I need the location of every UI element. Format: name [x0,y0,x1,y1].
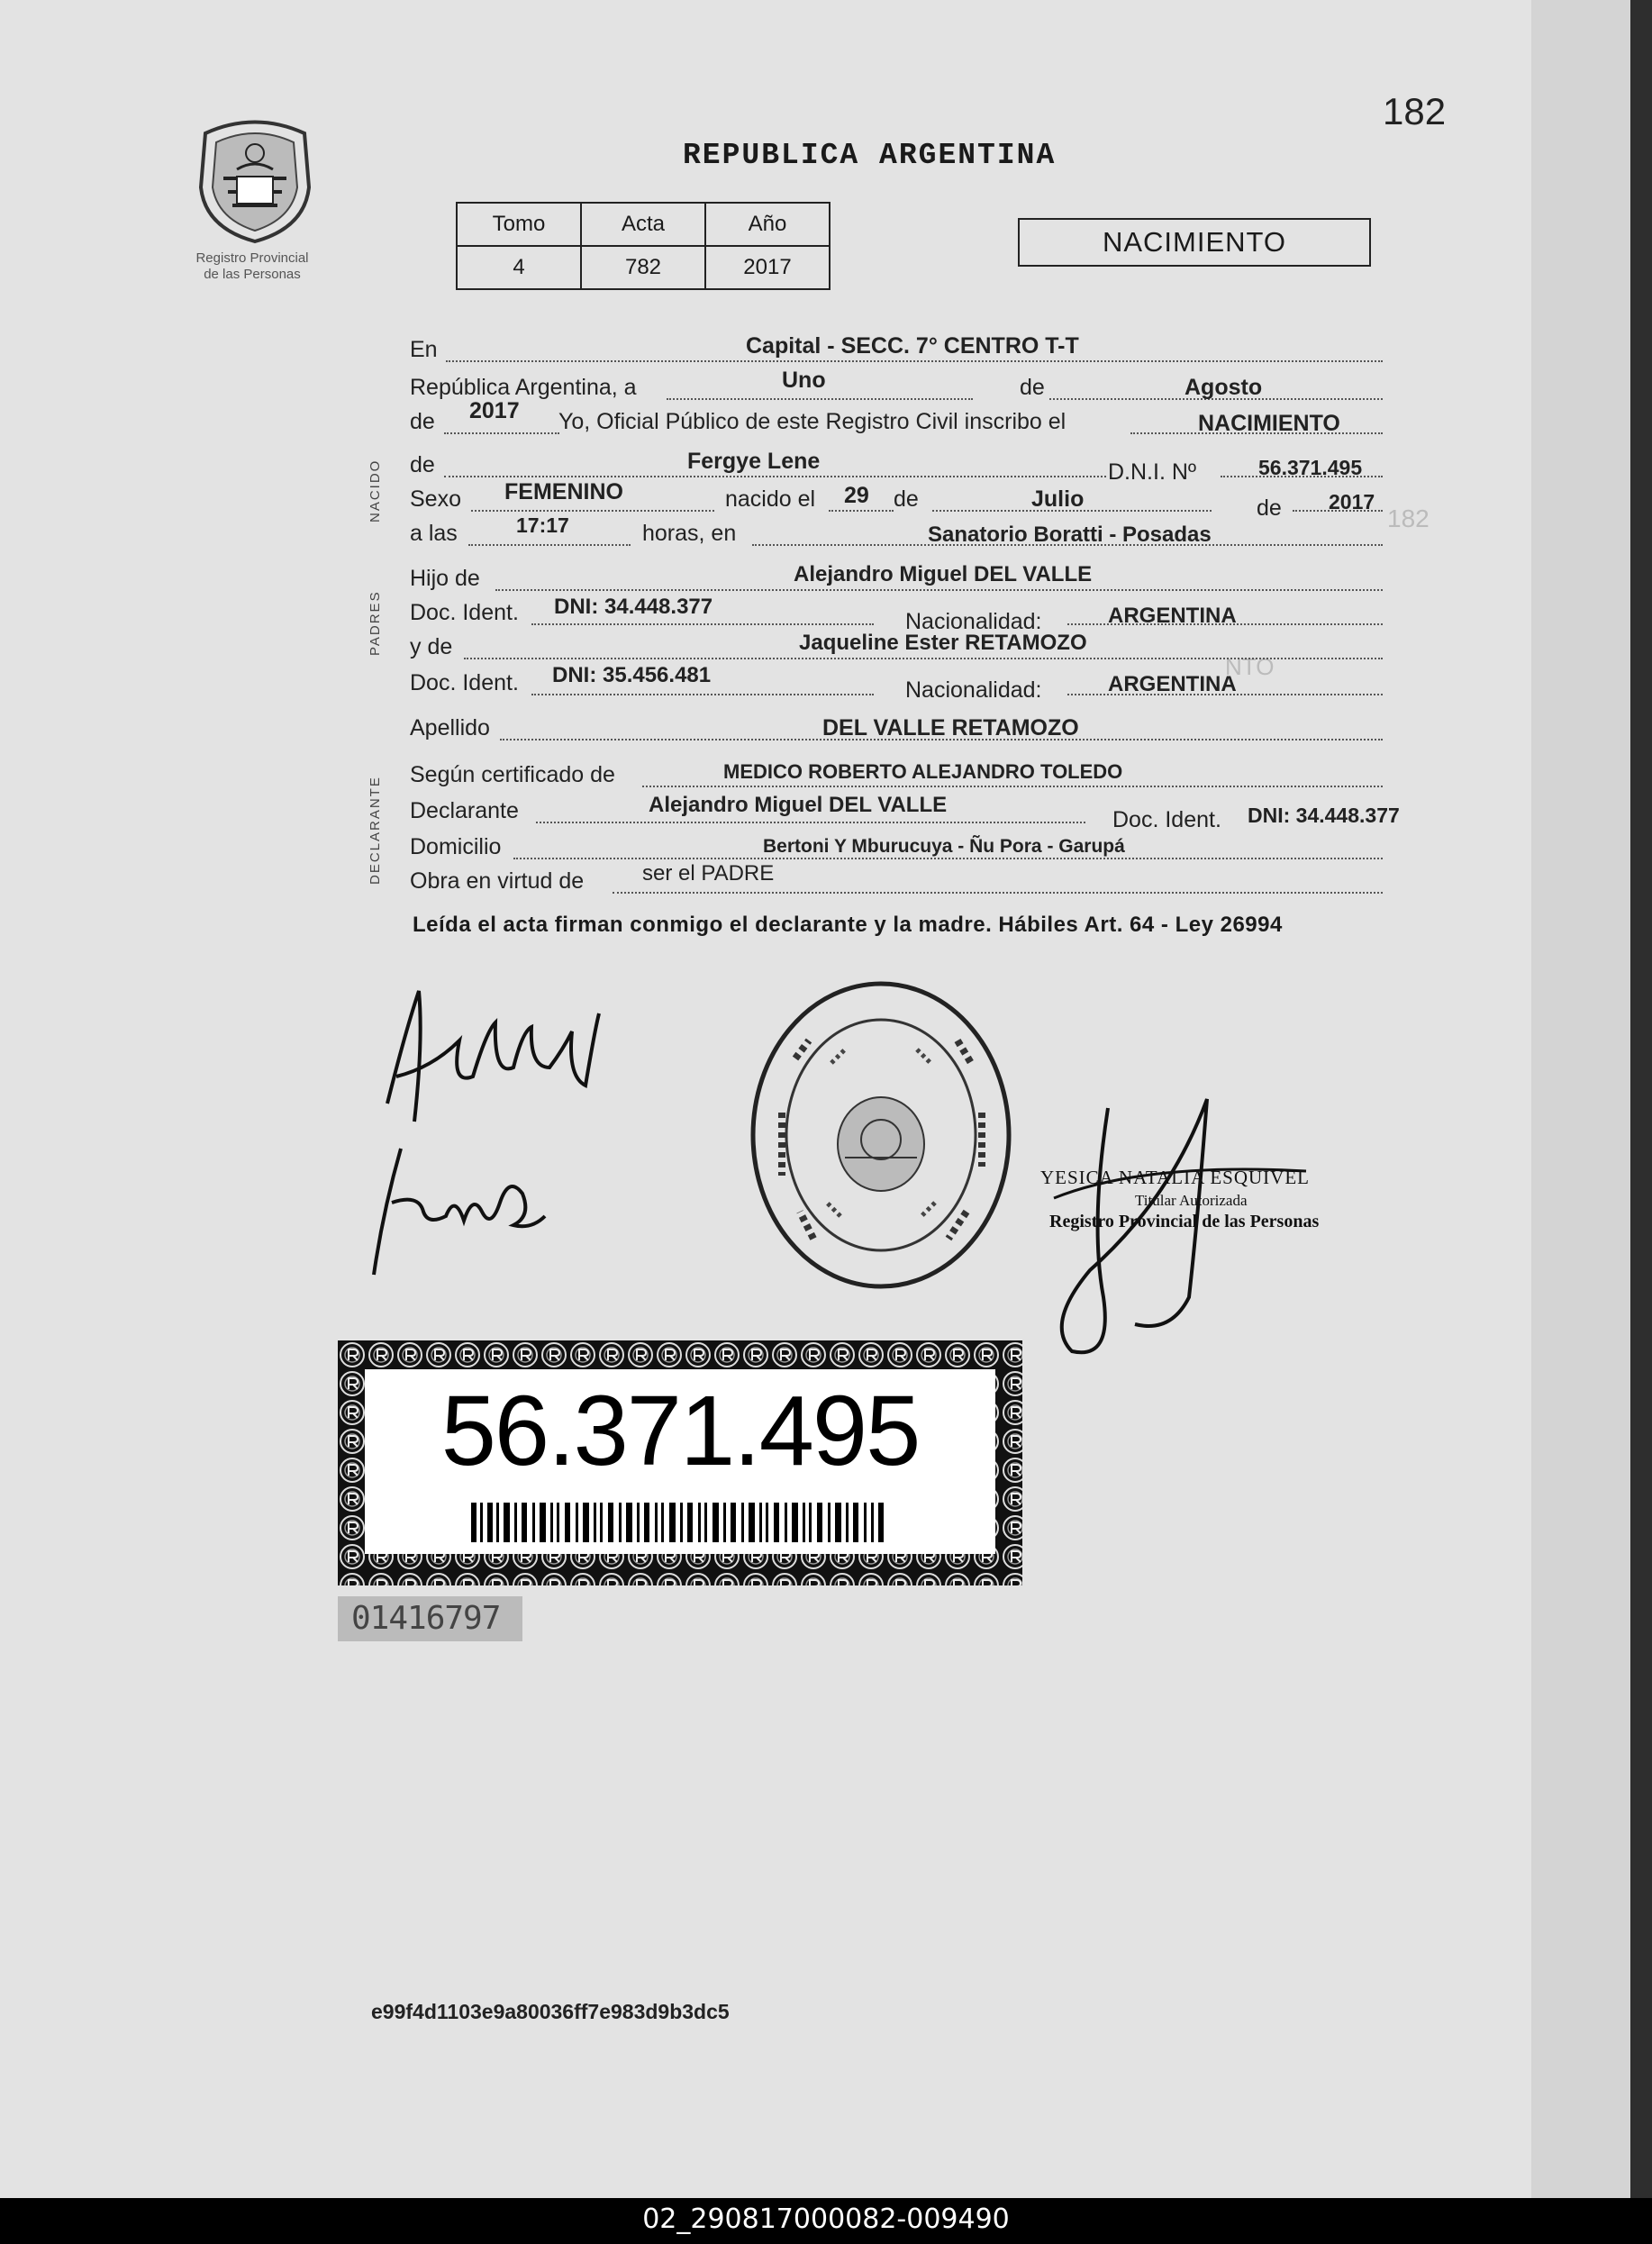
field-value-certificado: MEDICO ROBERTO ALEJANDRO TOLEDO [723,760,1123,783]
field-label: de [410,409,435,434]
table-row [457,246,830,289]
dotted-line [513,858,1383,859]
field-value-sexo: FEMENINO [504,479,623,504]
dni-number-large: 56.371.495 [440,1376,920,1486]
field-label: Nacionalidad: [905,609,1042,634]
field-value-madre-doc: DNI: 35.456.481 [552,663,712,687]
field-row-fecha [410,368,1428,404]
table-header-cell: Tomo [457,203,581,246]
dotted-line [444,476,1106,477]
footer-file-code: 02_290817000082-009490 [642,2203,1010,2235]
field-value-declarante: Alejandro Miguel DEL VALLE [649,793,948,817]
field-row-en [410,333,1428,366]
field-value-domicilio: Bertoni Y Mburucuya - Ñu Pora - Garupá [763,836,1125,857]
dotted-line [471,510,714,512]
field-label: Doc. Ident. [410,600,519,625]
field-value-mes: Agosto [1185,375,1263,400]
act-type-box: NACIMIENTO [1018,218,1371,267]
field-label: Doc. Ident. [410,670,519,695]
field-label: de [1020,375,1045,400]
field-value-nombre: Fergye Lene [687,449,821,474]
field-row-madre [410,631,1428,663]
field-value-nac-mes: Julio [1031,486,1085,512]
page-number: 182 [1383,90,1447,132]
field-label: Nacionalidad: [905,677,1042,703]
field-value-dni: 56.371.495 [1258,456,1363,479]
field-label: República Argentina, a [410,375,637,400]
field-value-dia: Uno [782,368,826,393]
field-label: Según certificado de [410,762,615,787]
field-row-hora [410,513,1428,550]
field-value-lugar-nacimiento: Sanatorio Boratti - Posadas [928,522,1212,547]
dotted-line [446,360,1383,362]
side-label-padres: PADRES [368,590,383,656]
field-label: Declarante [410,798,519,823]
field-value-hora: 17:17 [516,513,569,537]
back-page-edge [1531,0,1630,2198]
field-value-declarante-doc: DNI: 34.448.377 [1248,804,1400,827]
bleed-through-text: NTO [1225,653,1275,680]
document-hash: e99f4d1103e9a80036ff7e983d9b3dc5 [371,2000,730,2023]
signature-mother [365,1140,554,1284]
field-label: D.N.I. Nº [1108,459,1197,485]
field-label: En [410,337,438,362]
crest-caption-line: Registro Provincial [195,250,309,266]
field-label: nacido el [725,486,816,512]
barcode-card [365,1369,995,1554]
field-value-apellido: DEL VALLE RETAMOZO [822,715,1079,740]
field-label: Yo, Oficial Público de este Registro Civil inscribo el [558,409,1067,434]
side-label-nacido: NACIDO [368,459,383,522]
table-cell: 2017 [705,246,830,289]
field-value-madre-nacionalidad: ARGENTINA [1108,672,1237,696]
crest-caption [162,250,342,283]
dotted-line [667,398,973,400]
field-label: Obra en virtud de [410,868,585,894]
field-label: Domicilio [410,834,502,859]
field-row-declarante [410,793,1428,832]
table-header-cell: Año [705,203,830,246]
table-cell: 4 [457,246,581,289]
field-row-padre [410,562,1428,595]
closing-statement: Leída el acta firman conmigo el declarante y la madre. Hábiles Art. 64 - Ley 26994 [413,913,1283,937]
dotted-line [444,432,559,434]
field-label: horas, en [642,521,737,546]
table-header-cell: Acta [581,203,705,246]
field-row-domicilio [410,831,1428,863]
field-label: Sexo [410,486,461,512]
field-value-anio: 2017 [469,398,520,423]
field-value-lugar-registro: Capital - SECC. 7° CENTRO T-T [746,333,1079,359]
side-label-declarante: DECLARANTE [368,776,383,885]
field-label: de [894,486,919,512]
field-value-padre-nacionalidad: ARGENTINA [1108,604,1237,628]
table-header-row [457,203,830,246]
field-label: Apellido [410,715,490,740]
dotted-line [536,822,1085,823]
signature-father [378,977,613,1140]
bleed-through-text: 182 [1387,504,1430,532]
field-value-padre-doc: DNI: 34.448.377 [554,595,713,619]
dotted-line [531,623,874,625]
official-seal-icon [746,977,1016,1293]
field-value-nac-dia: 29 [844,483,869,508]
dotted-line [495,589,1383,591]
serial-number: 01416797 [338,1596,522,1641]
field-label: de [410,452,435,477]
field-row-certificado [410,759,1428,791]
official-office: Registro Provincial de las Personas [1049,1212,1320,1231]
field-label: y de [410,634,453,659]
field-row-inscripcion [410,398,1428,438]
field-value-obra: ser el PADRE [642,861,775,886]
field-label: Doc. Ident. [1112,807,1221,832]
dotted-line [642,786,1383,787]
document-title: REPUBLICA ARGENTINA [683,139,1057,172]
dotted-line [531,694,874,695]
official-stamp [1040,1167,1419,1248]
field-value-padre: Alejandro Miguel DEL VALLE [794,562,1093,586]
field-label: a las [410,521,458,546]
official-name: YESICA NATALIA ESQUIVEL [1040,1167,1310,1188]
acta-reference-table [456,202,831,290]
field-row-padre-doc [410,595,1428,634]
field-value-madre: Jaqueline Ester RETAMOZO [799,631,1087,655]
barcode-icon [471,1503,885,1542]
field-label: Hijo de [410,566,480,591]
crest-caption-line: de las Personas [204,267,301,282]
dotted-line [829,510,894,512]
field-row-obra [410,861,1428,897]
field-value-nac-anio: 2017 [1329,490,1375,513]
dotted-line [613,892,1383,894]
dotted-line [468,544,631,546]
dotted-line [464,658,1383,659]
field-row-apellido [410,712,1428,744]
dni-barcode-label [338,1340,1022,1585]
table-cell: 782 [581,246,705,289]
field-row-nombre [410,449,1428,485]
provincial-crest-icon [187,115,322,246]
field-value-inscripcion: NACIMIENTO [1198,411,1340,436]
field-label: de [1257,495,1282,521]
official-role: Titular Autorizada [1135,1192,1248,1209]
